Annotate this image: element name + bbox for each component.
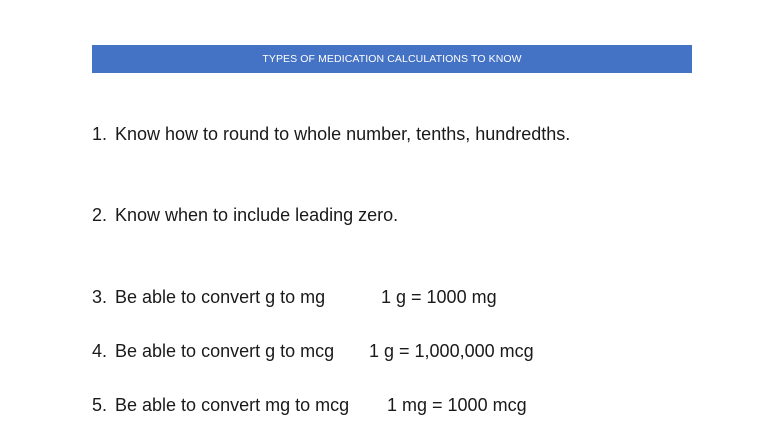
list-item <box>92 203 398 227</box>
slide-title: TYPES OF MEDICATION CALCULATIONS TO KNOW <box>262 53 522 65</box>
title-banner <box>92 45 692 73</box>
item-number: 5. <box>92 394 108 415</box>
list-item <box>92 285 692 309</box>
list-item <box>92 393 692 417</box>
item-text: Be able to convert mg to mcg <box>115 394 350 415</box>
item-number: 2. <box>92 204 108 225</box>
item-text: Know how to round to whole number, tenths, hundredths. <box>115 123 571 144</box>
item-number: 3. <box>92 286 108 307</box>
item-text: Know when to include leading zero. <box>115 204 399 225</box>
list-item <box>92 339 692 363</box>
conversion-equivalence: 1 g = 1,000,000 mcg <box>369 340 534 361</box>
item-text: Be able to convert g to mg <box>115 286 326 307</box>
conversion-equivalence: 1 g = 1000 mg <box>381 286 497 307</box>
item-number: 4. <box>92 340 108 361</box>
conversion-equivalence: 1 mg = 1000 mcg <box>387 394 527 415</box>
item-text: Be able to convert g to mcg <box>115 340 335 361</box>
list-item <box>92 122 570 146</box>
item-number: 1. <box>92 123 108 144</box>
